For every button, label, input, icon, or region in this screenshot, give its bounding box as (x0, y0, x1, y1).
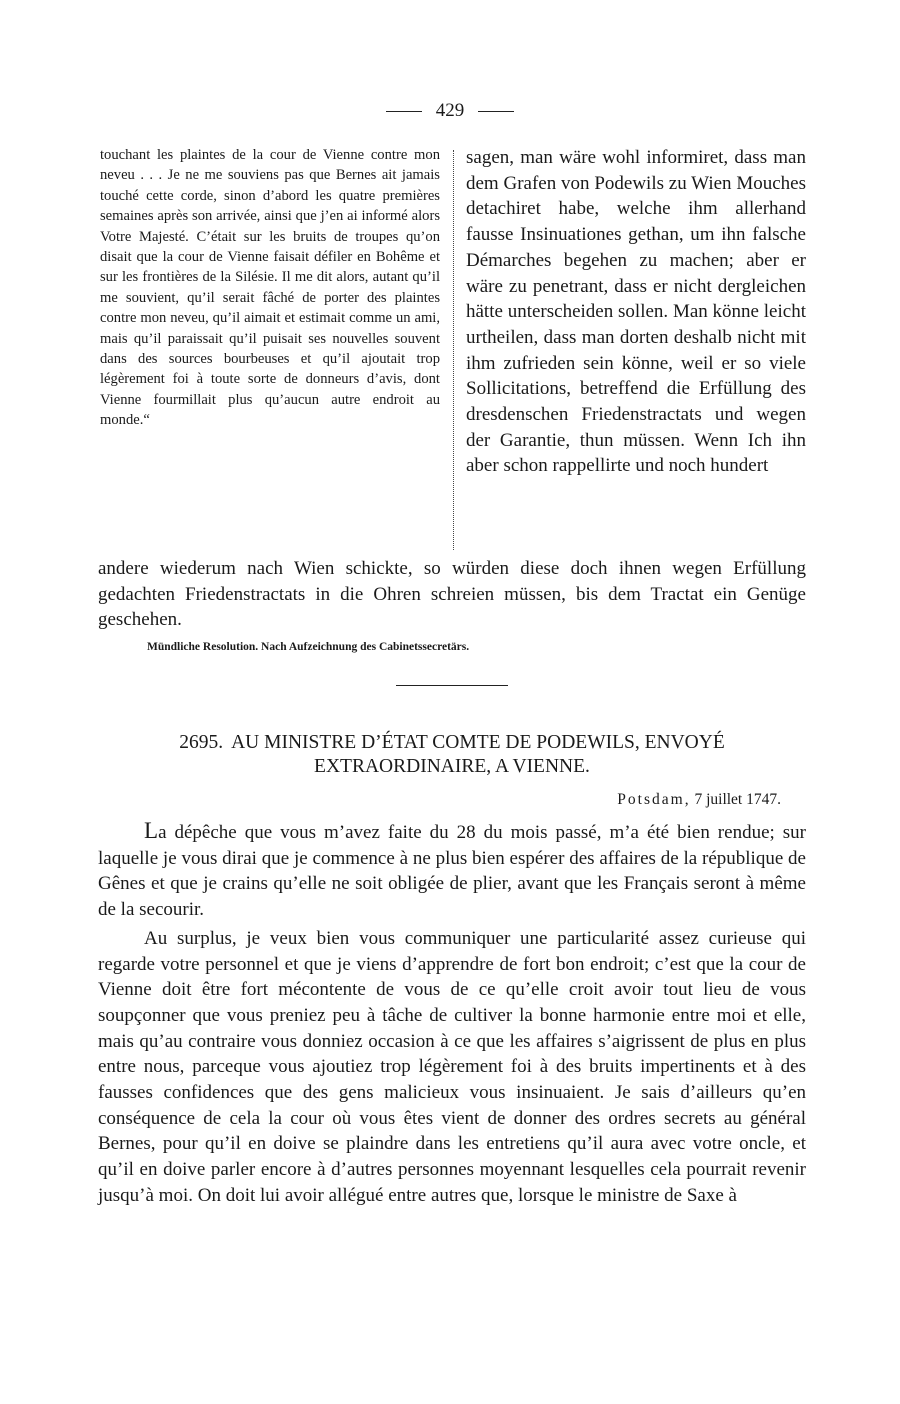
continuation-paragraph: andere wiederum nach Wien schickte, so würden diese doch ihnen wegen Erfüllung gedachten Friedenstractats in die Ohren schreien müssen, bis dem Tractat ein Genüge geschehen. (98, 558, 806, 631)
header-rule-right (478, 111, 514, 112)
header-rule-left (386, 111, 422, 112)
letter-paragraph-1 (98, 818, 806, 923)
letter-paragraph-1-text: a dépêche que vous m’avez faite du 28 du mois passé, m’a été bien rendue; sur laquelle je vous dirai que je commence à ne plus bien espérer des affaires de la république de Gênes et que je crains qu’elle ne soit obligée de plier, avant que les Français seront à même de la secourir. (98, 822, 806, 921)
letter-body (98, 818, 806, 1212)
dateline (98, 791, 781, 809)
dateline-date: 7 juillet 1747. (694, 791, 781, 808)
document-title: AU MINISTRE D’ÉTAT COMTE DE PODEWILS, ENVOYÉ EXTRAORDINAIRE, A VIENNE. (231, 732, 725, 777)
document-number: 2695. (179, 732, 224, 753)
right-column-paragraph: sagen, man wäre wohl informiret, dass man dem Grafen von Podewils zu Wien Mouches detachiret habe, welche ihm allerhand fausse Insinuationes gethan, um ihn falsche Démarches begehen zu machen; aber er wäre zu penetrant, dass er nicht dergleichen hätte unterscheiden sollen. Man könne leicht urtheilen, dass man dorten deshalb nicht mit ihm zufrieden sein könne, weil er so viele Sollicitations, betreffend die Erfüllung des dresdenschen Friedenstractats und wegen der Garantie, thun müssen. Wenn Ich ihn aber schon rappellirte und noch hundert (466, 147, 806, 477)
source-note: Mündliche Resolution. Nach Aufzeichnung des Cabinetssecretärs. (147, 641, 470, 653)
dateline-place: Potsdam, (617, 791, 691, 808)
letter-paragraph-2: Au surplus, je veux bien vous communiquer une particularité assez curieuse qui regarde votre personnel et que je viens d’apprendre de fort bon endroit; c’est que la cour de Vienne doit être fort mécontente de vous de ce qu’elle croit avoir tout lieu de vous soupçonner que vous preniez peu à tâche de cultiver la bonne harmonie entre moi et elle, mais qu’au contraire vous donniez occasion à ce que les affaires s’aigrissent de plus en plus entre nous, parceque vous ajoutiez trop légèrement foi à des bruits impertinents et à des fausses confidences que des gens malicieux vous insinuaient. Je sais d’ailleurs qu’en conséquence de cela la cour où vous êtes vient de donner des ordres secrets au général Bernes, pour qu’il en doive se plaindre dans les entretiens qu’il aura avec votre oncle, et qu’il en doive parler encore à d’autres personnes moyennant lesquelles cela pourrait revenir jusqu’à moi. On doit lui avoir allégué entre autres que, lorsque le ministre de Saxe à (98, 927, 806, 1206)
section-separator (396, 685, 508, 686)
left-column-paragraph: touchant les plaintes de la cour de Vienne contre mon neveu . . . Je ne me souviens pas que Bernes ait jamais touché cette corde, sinon d’abord les quatre premières semaines après son arrivée, ainsi que j’en ai informé alors Votre Majesté. C’était sur les bruits de troupes qu’on disait que la cour de Vienne faisait défiler en Bohême et sur les frontières de la Silésie. Il me dit alors, autant qu’il me souvient, qu’il serait fâché de porter des plaintes contre mon neveu, qu’il aimait et estimait comme un ami, mais qu’il paraissait qu’il puisait ses nouvelles souvent dans des sources bourbeuses et qu’il ajoutait trop légèrement foi à toute sorte de donneurs d’avis, dont Vienne fourmillait plus qu’aucun autre endroit au monde.“ (100, 147, 440, 429)
initial-letter: L (144, 818, 159, 843)
right-column-german-text (466, 145, 806, 479)
page-number-header (0, 100, 900, 122)
page-number: 429 (435, 100, 465, 121)
column-divider (453, 150, 454, 550)
document-heading (98, 731, 806, 779)
left-column-french-text (100, 145, 440, 431)
